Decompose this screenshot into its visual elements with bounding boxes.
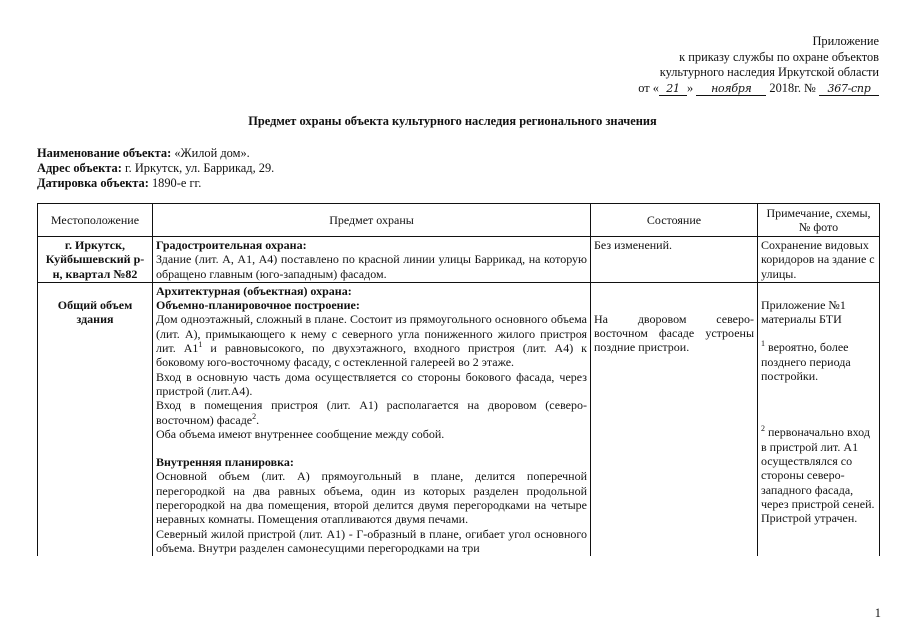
object-address-label: Адрес объекта:	[37, 161, 122, 176]
page-number: 1	[874, 606, 881, 620]
row2-paragraph-1	[156, 312, 587, 369]
row2-paragraph-6: Северный жилой пристрой (лит. А1) - Г-образный в плане, огибает угол основного объема. Внутри разделен самонесущими перегородками на три	[156, 526, 587, 555]
p3-b: .	[256, 412, 260, 427]
header-note: Примечание, схемы, № фото	[758, 204, 880, 237]
object-address	[37, 161, 274, 176]
object-name-label: Наименование объекта:	[37, 146, 172, 160]
row2-subject	[153, 282, 591, 556]
object-name	[37, 146, 274, 161]
header-subject: Предмет охраны	[153, 204, 591, 237]
handwritten-month: ноября	[696, 83, 766, 96]
row1-heading: Градостроительная охрана:	[156, 238, 307, 252]
row2-location-text: Общий объем здания	[57, 297, 133, 327]
note-footnote-1: $^1$ вероятно, более позднего периода постройки.	[761, 339, 851, 384]
row2-paragraph-2: Вход в основную часть дома осуществляется со стороны бокового фасада, через пристрой (лит.А4).	[156, 369, 587, 398]
document-title: Предмет охраны объекта культурного наследия регионального значения	[248, 114, 657, 128]
order-date-line	[638, 81, 879, 97]
date-prefix: от «	[638, 80, 659, 95]
p1-footnote: 1	[198, 340, 203, 350]
object-dating-value: 1890-е гг.	[148, 176, 202, 191]
row2-heading-plan: Внутренняя планировка:	[156, 455, 294, 470]
p1-b: и равновысокого, по двухэтажного, входного пристроя (лит. А4) к боковому юго-восточному фасаду, с остекленной галереей во 2 этаже.	[156, 341, 588, 370]
p3-footnote: 2	[252, 411, 257, 421]
object-address-value: г. Иркутск, ул. Баррикад, 29.	[121, 161, 275, 176]
header-state: Состояние	[591, 204, 758, 237]
date-mid: »	[686, 80, 694, 95]
appendix-line-3: культурного наследия Иркутской области	[659, 65, 879, 79]
appendix-line-2: к приказу службы по охране объектов	[679, 49, 879, 64]
header-location: Местоположение	[38, 204, 153, 237]
object-name-value: «Жилой дом».	[171, 146, 250, 160]
protection-table	[37, 203, 880, 556]
row2-paragraph-3	[156, 398, 587, 427]
row1-subject	[153, 237, 591, 283]
row2-note	[758, 282, 880, 556]
row2-state	[591, 282, 758, 556]
note-footnote-2: $^2$ первоначально вход в пристрой лит. А1 осуществлялся со стороны северо-западного фасада, через пристрой сеней. Пристрой утрачен.	[761, 424, 875, 526]
handwritten-order-number: 367-спр	[819, 83, 879, 96]
row1-note: Сохранение видовых коридоров на здание с улицы.	[758, 237, 880, 283]
note-appendix-ref: Приложение №1 материалы БТИ	[761, 297, 846, 327]
appendix-block	[638, 34, 879, 96]
object-meta	[37, 146, 274, 192]
p1-a: Дом одноэтажный, сложный в плане. Состоит из прямоугольного основного объема (лит. А), примыкающего к нему с северного угла пониженного жилого пристроя лит. А1	[156, 312, 587, 356]
row2-heading-arch: Архитектурная (объектная) охрана:	[156, 283, 352, 298]
row2-paragraph-5: Основной объем (лит. А) прямоугольный в плане, делится поперечной перегородкой на два равных объема, один из которых разделен продольной перегородкой на два помещения, второй делится двумя перегородками на четыре неравных комнаты. Помещения отапливаются двумя печами.	[156, 469, 587, 527]
row2-heading-volume: Объемно-планировочное построение:	[156, 298, 360, 313]
row1-location: г. Иркутск, Куйбышевский р-н, квартал №82	[38, 237, 153, 283]
table-header-row	[38, 204, 880, 237]
table-row	[38, 282, 880, 556]
row2-paragraph-4: Оба объема имеют внутреннее сообщение между собой.	[156, 426, 445, 441]
object-dating-label: Датировка объекта:	[37, 176, 149, 191]
row1-state: Без изменений.	[591, 237, 758, 283]
appendix-line-1: Приложение	[812, 34, 879, 48]
row2-state-text: На дворовом северо-восточном фасаде устроены поздние пристрои.	[594, 311, 754, 355]
handwritten-day: 21	[659, 83, 687, 96]
object-dating	[37, 176, 274, 191]
date-year: 2018г. №	[769, 80, 816, 95]
row1-text: Здание (лит. А, А1, А4) поставлено по красной линии улицы Баррикад, на которую обращено главным (юго-западным) фасадом.	[156, 252, 587, 281]
p3-a: Вход в помещения пристроя (лит. А1) располагается на дворовом (северо-восточном) фасаде	[156, 398, 587, 427]
table-row	[38, 237, 880, 283]
row2-location	[38, 282, 153, 556]
